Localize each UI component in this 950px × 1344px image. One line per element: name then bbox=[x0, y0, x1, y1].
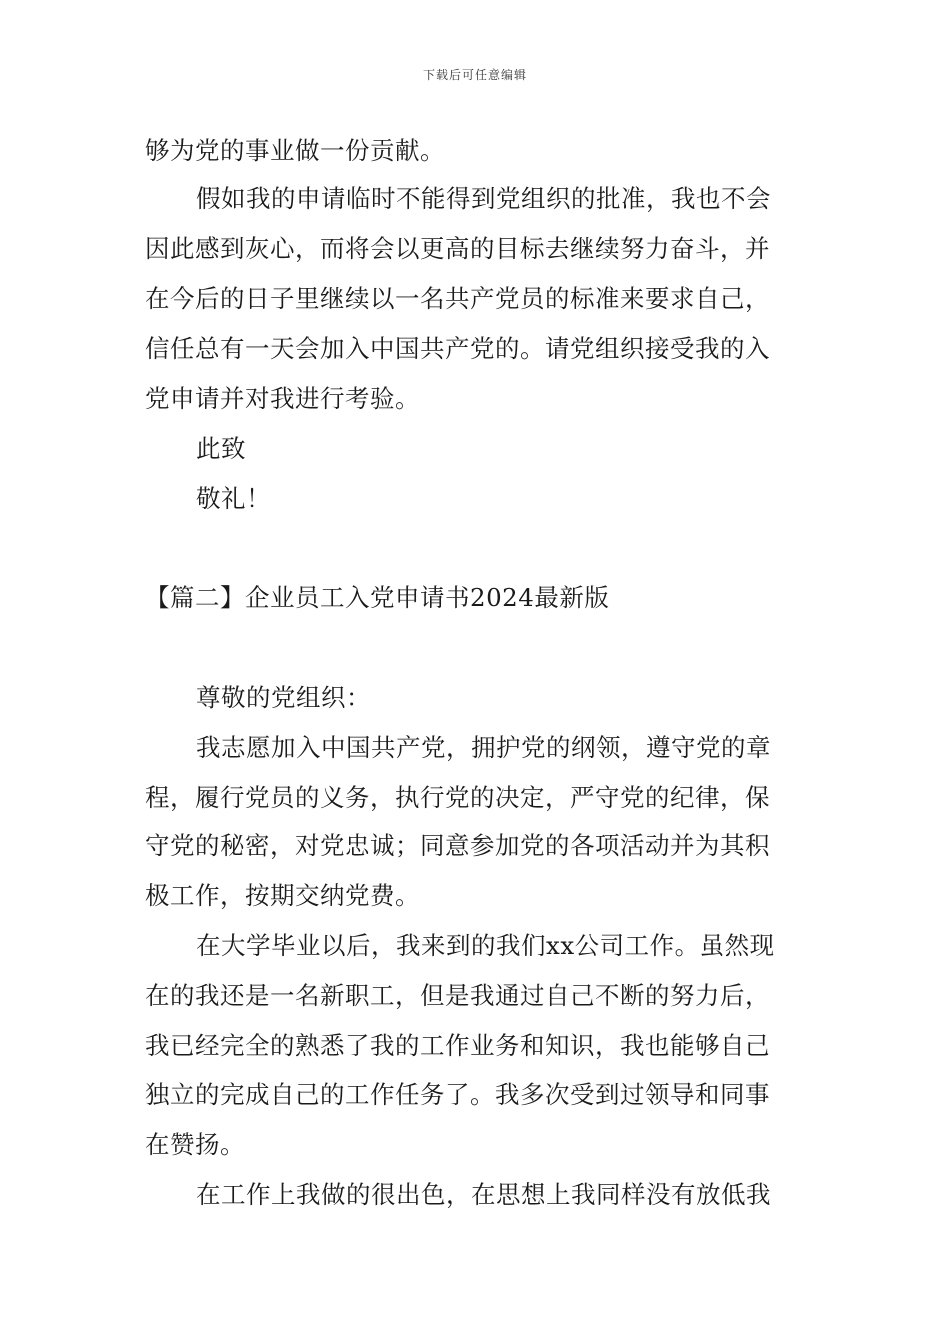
paragraph-line: 我志愿加入中国共产党，拥护党的纲领，遵守党的章 bbox=[196, 733, 771, 762]
section-heading: 【篇二】企业员工入党申请书2024最新版 bbox=[145, 583, 610, 612]
header-note: 下载后可任意编辑 bbox=[422, 68, 527, 82]
paragraph-line: 党申请并对我进行考验。 bbox=[145, 384, 420, 413]
paragraph-line: 在的我还是一名新职工，但是我通过自己不断的努力后， bbox=[145, 981, 770, 1010]
closing-salutation: 此致 bbox=[196, 434, 246, 463]
greeting: 尊敬的党组织： bbox=[196, 683, 371, 712]
paragraph-line: 在大学毕业以后，我来到的我们xx公司工作。虽然现 bbox=[196, 931, 775, 960]
paragraph-line: 够为党的事业做一份贡献。 bbox=[145, 136, 445, 165]
paragraph-line: 在工作上我做的很出色，在思想上我同样没有放低我 bbox=[196, 1180, 771, 1209]
paragraph-line: 信任总有一天会加入中国共产党的。请党组织接受我的入 bbox=[145, 334, 770, 363]
paragraph-line: 因此感到灰心，而将会以更高的目标去继续努力奋斗，并 bbox=[145, 234, 770, 263]
paragraph-line: 守党的秘密，对党忠诚；同意参加党的各项活动并为其积 bbox=[145, 831, 770, 860]
paragraph-line: 在赞扬。 bbox=[145, 1130, 245, 1159]
paragraph-line: 极工作，按期交纳党费。 bbox=[145, 881, 420, 910]
paragraph-line: 独立的完成自己的工作任务了。我多次受到过领导和同事 bbox=[145, 1080, 770, 1109]
paragraph-line: 假如我的申请临时不能得到党组织的批准，我也不会 bbox=[196, 184, 771, 213]
paragraph-line: 程，履行党员的义务，执行党的决定，严守党的纪律，保 bbox=[145, 783, 770, 812]
closing-salutation: 敬礼！ bbox=[196, 484, 271, 513]
paragraph-line: 在今后的日子里继续以一名共产党员的标准来要求自己， bbox=[145, 284, 770, 313]
paragraph-line: 我已经完全的熟悉了我的工作业务和知识，我也能够自己 bbox=[145, 1031, 770, 1060]
